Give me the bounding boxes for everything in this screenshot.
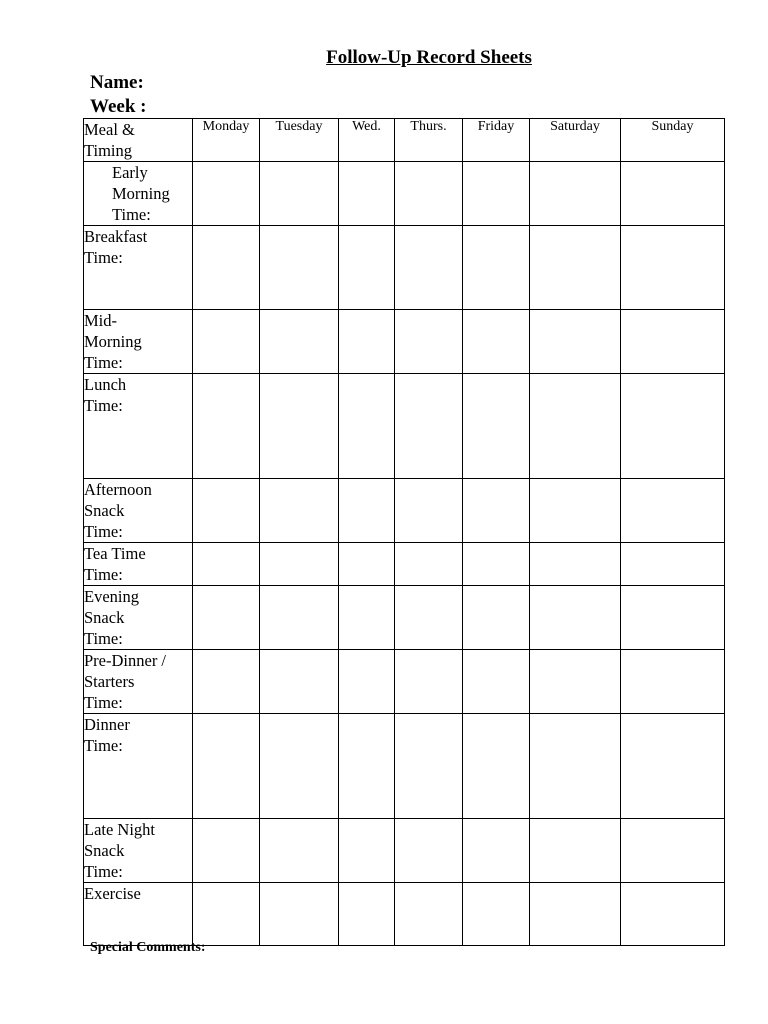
meal-label-exercise: Exercise: [84, 883, 193, 946]
entry-cell[interactable]: [260, 586, 339, 650]
entry-cell[interactable]: [339, 819, 395, 883]
entry-cell[interactable]: [260, 883, 339, 946]
entry-cell[interactable]: [193, 819, 260, 883]
entry-cell[interactable]: [260, 543, 339, 586]
entry-cell[interactable]: [260, 714, 339, 819]
entry-cell[interactable]: [463, 586, 530, 650]
entry-cell[interactable]: [339, 714, 395, 819]
entry-cell[interactable]: [260, 162, 339, 226]
entry-cell[interactable]: [463, 714, 530, 819]
entry-cell[interactable]: [621, 162, 725, 226]
entry-cell[interactable]: [621, 586, 725, 650]
page-title: Follow-Up Record Sheets: [326, 47, 532, 68]
entry-cell[interactable]: [339, 479, 395, 543]
entry-cell[interactable]: [260, 310, 339, 374]
meal-label-mid-morning: Mid- Morning Time:: [84, 310, 193, 374]
entry-cell[interactable]: [621, 714, 725, 819]
entry-cell[interactable]: [395, 226, 463, 310]
record-table: [83, 118, 725, 946]
entry-cell[interactable]: [530, 543, 621, 586]
entry-cell[interactable]: [395, 479, 463, 543]
meal-label-early-morning: Early Morning Time:: [84, 162, 193, 226]
entry-cell[interactable]: [530, 310, 621, 374]
entry-cell[interactable]: [193, 374, 260, 479]
entry-cell[interactable]: [193, 310, 260, 374]
table-row: [84, 374, 725, 479]
day-header-friday: Friday: [463, 119, 530, 162]
entry-cell[interactable]: [530, 162, 621, 226]
entry-cell[interactable]: [260, 226, 339, 310]
table-row: [84, 819, 725, 883]
entry-cell[interactable]: [193, 650, 260, 714]
entry-cell[interactable]: [621, 543, 725, 586]
entry-cell[interactable]: [395, 650, 463, 714]
entry-cell[interactable]: [339, 310, 395, 374]
entry-cell[interactable]: [395, 310, 463, 374]
entry-cell[interactable]: [339, 374, 395, 479]
entry-cell[interactable]: [260, 819, 339, 883]
entry-cell[interactable]: [621, 479, 725, 543]
entry-cell[interactable]: [260, 479, 339, 543]
entry-cell[interactable]: [193, 883, 260, 946]
table-row: [84, 310, 725, 374]
entry-cell[interactable]: [193, 586, 260, 650]
meal-label-late-night-snack: Late Night Snack Time:: [84, 819, 193, 883]
entry-cell[interactable]: [193, 162, 260, 226]
meal-label-lunch: Lunch Time:: [84, 374, 193, 479]
table-row: [84, 714, 725, 819]
entry-cell[interactable]: [530, 714, 621, 819]
entry-cell[interactable]: [193, 226, 260, 310]
meal-label-afternoon-snack: Afternoon Snack Time:: [84, 479, 193, 543]
entry-cell[interactable]: [621, 226, 725, 310]
header-row: [84, 119, 725, 162]
entry-cell[interactable]: [530, 586, 621, 650]
entry-cell[interactable]: [463, 374, 530, 479]
entry-cell[interactable]: [621, 310, 725, 374]
table-row: [84, 883, 725, 946]
entry-cell[interactable]: [395, 819, 463, 883]
entry-cell[interactable]: [463, 650, 530, 714]
entry-cell[interactable]: [530, 226, 621, 310]
entry-cell[interactable]: [395, 543, 463, 586]
week-label: Week :: [90, 96, 147, 117]
entry-cell[interactable]: [339, 586, 395, 650]
entry-cell[interactable]: [339, 883, 395, 946]
day-header-thursday: Thurs.: [395, 119, 463, 162]
table-row: [84, 479, 725, 543]
entry-cell[interactable]: [395, 883, 463, 946]
entry-cell[interactable]: [395, 586, 463, 650]
entry-cell[interactable]: [530, 650, 621, 714]
special-comments-label: Special Comments:: [90, 940, 206, 955]
table-row: [84, 543, 725, 586]
name-label: Name:: [90, 72, 144, 93]
entry-cell[interactable]: [621, 374, 725, 479]
entry-cell[interactable]: [193, 714, 260, 819]
entry-cell[interactable]: [260, 650, 339, 714]
entry-cell[interactable]: [193, 543, 260, 586]
entry-cell[interactable]: [530, 479, 621, 543]
meal-label-breakfast: Breakfast Time:: [84, 226, 193, 310]
entry-cell[interactable]: [395, 714, 463, 819]
entry-cell[interactable]: [463, 479, 530, 543]
entry-cell[interactable]: [260, 374, 339, 479]
entry-cell[interactable]: [339, 162, 395, 226]
entry-cell[interactable]: [193, 479, 260, 543]
entry-cell[interactable]: [530, 819, 621, 883]
meal-label-tea-time: Tea Time Time:: [84, 543, 193, 586]
meal-label-evening-snack: Evening Snack Time:: [84, 586, 193, 650]
entry-cell[interactable]: [339, 650, 395, 714]
day-header-saturday: Saturday: [530, 119, 621, 162]
entry-cell[interactable]: [621, 883, 725, 946]
entry-cell[interactable]: [463, 226, 530, 310]
table-row: [84, 650, 725, 714]
meal-label-dinner: Dinner Time:: [84, 714, 193, 819]
entry-cell[interactable]: [339, 543, 395, 586]
entry-cell[interactable]: [395, 374, 463, 479]
table-row: [84, 226, 725, 310]
entry-cell[interactable]: [463, 310, 530, 374]
entry-cell[interactable]: [395, 162, 463, 226]
entry-cell[interactable]: [530, 883, 621, 946]
day-header-wednesday: Wed.: [339, 119, 395, 162]
entry-cell[interactable]: [339, 226, 395, 310]
meal-label-pre-dinner: Pre-Dinner / Starters Time:: [84, 650, 193, 714]
table-row: [84, 586, 725, 650]
day-header-tuesday: Tuesday: [260, 119, 339, 162]
entry-cell[interactable]: [463, 819, 530, 883]
entry-cell[interactable]: [463, 162, 530, 226]
day-header-monday: Monday: [193, 119, 260, 162]
entry-cell[interactable]: [463, 543, 530, 586]
entry-cell[interactable]: [463, 883, 530, 946]
entry-cell[interactable]: [530, 374, 621, 479]
meal-timing-header: Meal & Timing: [84, 119, 193, 162]
entry-cell[interactable]: [621, 650, 725, 714]
table-row: [84, 162, 725, 226]
day-header-sunday: Sunday: [621, 119, 725, 162]
entry-cell[interactable]: [621, 819, 725, 883]
